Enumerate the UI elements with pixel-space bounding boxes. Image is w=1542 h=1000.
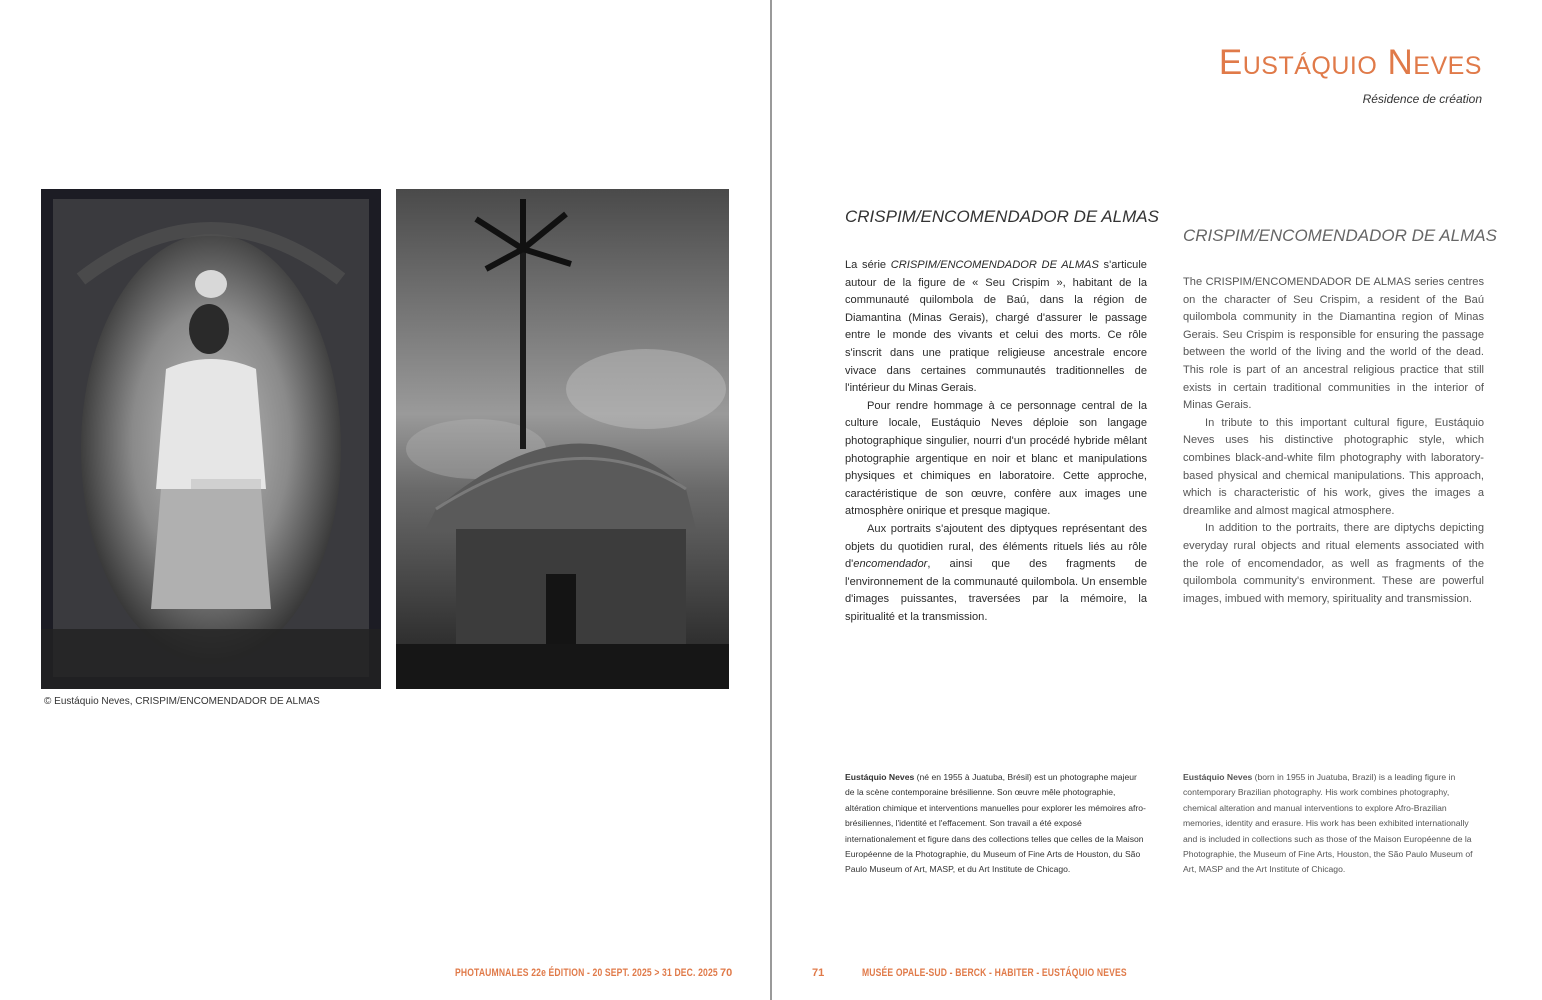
right-footer: MUSÉE OPALE-SUD - BERCK - HABITER - EUSTÁQUIO NEVES <box>862 967 1127 979</box>
bio-french: Eustáquio Neves (né en 1955 à Juatuba, Brésil) est un photographe majeur de la scène contemporaine brésilienne. Son œuvre mêle photographie, altération chimique et interventions manuelles pour explorer les mémoires afro-brésiliennes, l'identité et l'effacement. Son travail a été exposé internationalement et figure dans des collections telles que celles de la Maison Européenne de la Photographie, du Museum of Fine Arts de Houston, du São Paulo Museum of Art, MASP, et du Art Institute de Chicago. <box>845 772 1146 875</box>
page-number-left: 70 <box>720 967 733 979</box>
body-text-english <box>1183 274 1484 608</box>
paragraph: Aux portraits s'ajoutent des diptyques représentant des objets du quotidien rural, des éléments rituels liés au rôle d'encomendador, ainsi que des fragments de l'environnement de la communauté quilombola. Un ensemble d'images puissantes, traversées par la mémoire, la spiritualité et la transmission. <box>845 522 1147 623</box>
left-footer: PHOTAUMNALES 22e ÉDITION - 20 SEPT. 2025 > 31 DEC. 2025 <box>455 967 718 979</box>
body-text-french <box>845 257 1147 626</box>
page-number-right: 71 <box>812 967 825 979</box>
hut-and-palm-photograph <box>396 189 729 689</box>
artist-name-heading: Eustáquio Neves <box>1218 43 1482 82</box>
page-gutter <box>770 0 772 1000</box>
paragraph: La série CRISPIM/ENCOMENDADOR DE ALMAS s'articule autour de la figure de « Seu Crispim », habitant de la communauté quilombola de Baú, dans la région de Diamantina (Minas Gerais), chargé d'assurer le passage entre le monde des vivants et celui des morts. Ce rôle s'inscrit dans une pratique religieuse ancestrale encore vivace dans certaines communautés traditionnelles de l'intérieur du Minas Gerais. <box>845 259 1147 395</box>
bio-english: Eustáquio Neves (born in 1955 in Juatuba, Brazil) is a leading figure in contemporary Brazilian photography. His work combines photography, chemical alteration and manual interventions to explore Afro-Brazilian memories, identity and erasure. His work has been exhibited internationally and is included in collections such as those of the Maison Européenne de la Photographie, the Museum of Fine Arts, Houston, the São Paulo Museum of Art, MASP and the Art Institute of Chicago. <box>1183 772 1473 875</box>
paragraph: In addition to the portraits, there are diptychs depicting everyday rural objects and ritual elements associated with the role of encomendador, as well as fragments of the quilombola community's environment. These are powerful images, imbued with memory, spirituality and transmission. <box>1183 522 1484 605</box>
paragraph: Pour rendre hommage à ce personnage central de la culture locale, Eustáquio Neves déploie son langage photographique singulier, nourri d'un procédé hybride mêlant photographie argentique en noir et blanc et manipulations physiques et chimiques en laboratoire. Cette approche, caractéristique de son œuvre, confère aux images une atmosphère onirique et presque magique. <box>845 399 1147 518</box>
paragraph: In tribute to this important cultural figure, Eustáquio Neves uses his distinctive photographic style, which combines black-and-white film photography with laboratory-based physical and chemical manipulations. This approach, which is characteristic of his work, gives the images a dreamlike and almost magical atmosphere. <box>1183 416 1484 517</box>
subtitle: Résidence de création <box>1362 92 1482 106</box>
paragraph: The CRISPIM/ENCOMENDADOR DE ALMAS series centres on the character of Seu Crispim, a resident of the Baú quilombola community in the Diamantina region of Minas Gerais. Seu Crispim is responsible for ensuring the passage between the world of the living and the world of the dead. This role is part of an ancestral religious practice that still exists in certain traditional communities in the interior of Minas Gerais. <box>1183 276 1484 412</box>
photo-credit: © Eustáquio Neves, CRISPIM/ENCOMENDADOR DE ALMAS <box>44 696 320 707</box>
series-title-fr: CRISPIM/ENCOMENDADOR DE ALMAS <box>845 207 1159 226</box>
portrait-photograph <box>41 189 381 689</box>
series-title-en: CRISPIM/ENCOMENDADOR DE ALMAS <box>1183 226 1497 245</box>
